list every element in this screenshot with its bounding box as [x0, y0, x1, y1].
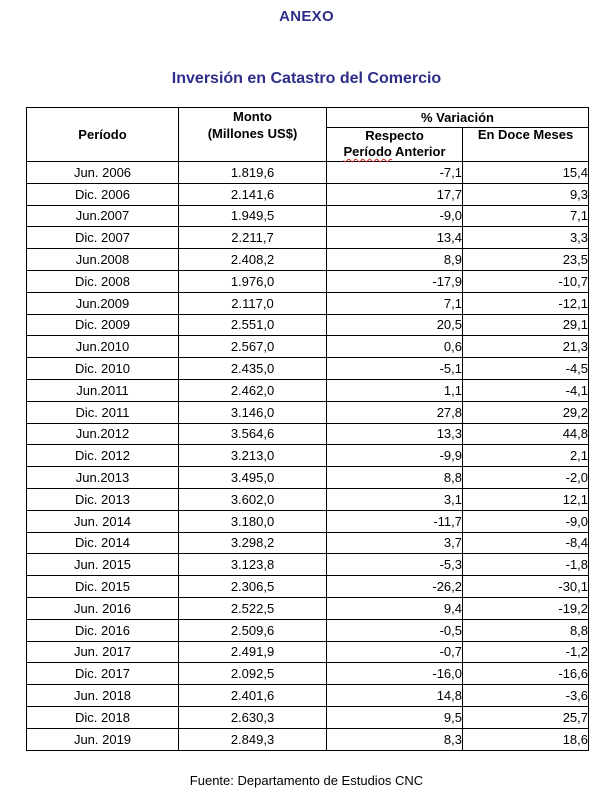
- amount-cell: 2.849,3: [179, 728, 327, 750]
- twelve-month-variation-cell: 9,3: [463, 183, 589, 205]
- amount-cell: 2.551,0: [179, 314, 327, 336]
- table-row: [27, 314, 589, 336]
- twelve-month-variation-cell: 29,2: [463, 401, 589, 423]
- period-cell: Dic. 2018: [27, 706, 179, 728]
- twelve-month-variation-cell: -1,2: [463, 641, 589, 663]
- twelve-month-variation-cell: 15,4: [463, 162, 589, 184]
- period-cell: Dic. 2014: [27, 532, 179, 554]
- period-cell: Jun.2009: [27, 292, 179, 314]
- table-row: [27, 597, 589, 619]
- table-row: [27, 728, 589, 750]
- prev-period-variation-cell: -26,2: [327, 576, 463, 598]
- table-row: [27, 183, 589, 205]
- period-cell: Dic. 2010: [27, 358, 179, 380]
- period-cell: Dic. 2017: [27, 663, 179, 685]
- twelve-month-variation-cell: 8,8: [463, 619, 589, 641]
- period-cell: Dic. 2013: [27, 488, 179, 510]
- table-row: [27, 227, 589, 249]
- twelve-month-variation-cell: -1,8: [463, 554, 589, 576]
- table-row: [27, 423, 589, 445]
- period-cell: Jun.2012: [27, 423, 179, 445]
- period-cell: Jun. 2018: [27, 685, 179, 707]
- period-cell: Dic. 2009: [27, 314, 179, 336]
- period-cell: Dic. 2015: [27, 576, 179, 598]
- table-row: [27, 401, 589, 423]
- prev-period-variation-cell: -11,7: [327, 510, 463, 532]
- prev-period-variation-cell: 14,8: [327, 685, 463, 707]
- amount-cell: 2.117,0: [179, 292, 327, 314]
- period-cell: Jun.2011: [27, 379, 179, 401]
- annex-label: ANEXO: [279, 8, 334, 25]
- amount-cell: 2.408,2: [179, 249, 327, 271]
- period-cell: Dic. 2012: [27, 445, 179, 467]
- amount-cell: 2.401,6: [179, 685, 327, 707]
- header-prev-line2: [327, 144, 462, 160]
- table-title: Inversión en Catastro del Comercio: [171, 70, 442, 87]
- twelve-month-variation-cell: 21,3: [463, 336, 589, 358]
- prev-period-variation-cell: 3,1: [327, 488, 463, 510]
- amount-cell: 2.462,0: [179, 379, 327, 401]
- period-cell: Dic. 2016: [27, 619, 179, 641]
- header-twelve-months: En Doce Meses: [463, 128, 589, 162]
- twelve-month-variation-cell: -8,4: [463, 532, 589, 554]
- period-cell: Jun. 2016: [27, 597, 179, 619]
- prev-period-variation-cell: 13,4: [327, 227, 463, 249]
- header-amount-line2: (Millones US$): [207, 126, 298, 141]
- amount-cell: 2.567,0: [179, 336, 327, 358]
- table-row: [27, 205, 589, 227]
- prev-period-variation-cell: 1,1: [327, 379, 463, 401]
- amount-cell: 3.213,0: [179, 445, 327, 467]
- prev-period-variation-cell: 8,3: [327, 728, 463, 750]
- prev-period-variation-cell: -16,0: [327, 663, 463, 685]
- prev-period-variation-cell: -17,9: [327, 270, 463, 292]
- header-prev-word-periodo: Período: [343, 144, 392, 159]
- period-cell: Jun. 2014: [27, 510, 179, 532]
- table-row: [27, 270, 589, 292]
- header-prev-word-anterior: Anterior: [394, 144, 446, 159]
- prev-period-variation-cell: -5,1: [327, 358, 463, 380]
- twelve-month-variation-cell: 25,7: [463, 706, 589, 728]
- period-cell: Jun.2008: [27, 249, 179, 271]
- amount-cell: 2.509,6: [179, 619, 327, 641]
- source-note: Fuente: Departamento de Estudios CNC: [189, 773, 424, 788]
- table-row: [27, 379, 589, 401]
- twelve-month-variation-cell: 18,6: [463, 728, 589, 750]
- amount-cell: 3.564,6: [179, 423, 327, 445]
- table-row: [27, 358, 589, 380]
- twelve-month-variation-cell: 7,1: [463, 205, 589, 227]
- prev-period-variation-cell: 9,4: [327, 597, 463, 619]
- amount-cell: 2.630,3: [179, 706, 327, 728]
- prev-period-variation-cell: 8,8: [327, 467, 463, 489]
- table-row: [27, 445, 589, 467]
- twelve-month-variation-cell: 3,3: [463, 227, 589, 249]
- amount-cell: 3.602,0: [179, 488, 327, 510]
- table-row: [27, 641, 589, 663]
- investment-table: [26, 107, 589, 751]
- amount-cell: 2.141,6: [179, 183, 327, 205]
- header-amount-line1: Monto: [233, 109, 272, 124]
- header-variation: % Variación: [327, 108, 589, 128]
- twelve-month-variation-cell: 44,8: [463, 423, 589, 445]
- header-prev-period: [327, 128, 463, 162]
- prev-period-variation-cell: 8,9: [327, 249, 463, 271]
- table-row: [27, 249, 589, 271]
- period-cell: Dic. 2006: [27, 183, 179, 205]
- header-prev-line1: Respecto: [365, 128, 424, 143]
- prev-period-variation-cell: -0,5: [327, 619, 463, 641]
- twelve-month-variation-cell: 2,1: [463, 445, 589, 467]
- table-body: [27, 162, 589, 751]
- amount-cell: 1.819,6: [179, 162, 327, 184]
- period-cell: Jun. 2006: [27, 162, 179, 184]
- period-cell: Jun.2013: [27, 467, 179, 489]
- table-row: [27, 336, 589, 358]
- prev-period-variation-cell: -5,3: [327, 554, 463, 576]
- amount-cell: 3.123,8: [179, 554, 327, 576]
- table-row: [27, 162, 589, 184]
- twelve-month-variation-cell: -3,6: [463, 685, 589, 707]
- twelve-month-variation-cell: -10,7: [463, 270, 589, 292]
- twelve-month-variation-cell: -12,1: [463, 292, 589, 314]
- amount-cell: 2.522,5: [179, 597, 327, 619]
- twelve-month-variation-cell: -4,5: [463, 358, 589, 380]
- amount-cell: 2.491,9: [179, 641, 327, 663]
- prev-period-variation-cell: 13,3: [327, 423, 463, 445]
- twelve-month-variation-cell: -2,0: [463, 467, 589, 489]
- amount-cell: 2.435,0: [179, 358, 327, 380]
- period-cell: Jun.2010: [27, 336, 179, 358]
- table-header: [27, 108, 589, 162]
- period-cell: Jun. 2015: [27, 554, 179, 576]
- amount-cell: 3.146,0: [179, 401, 327, 423]
- prev-period-variation-cell: -7,1: [327, 162, 463, 184]
- amount-cell: 1.976,0: [179, 270, 327, 292]
- prev-period-variation-cell: 7,1: [327, 292, 463, 314]
- amount-cell: 1.949,5: [179, 205, 327, 227]
- amount-cell: 2.211,7: [179, 227, 327, 249]
- prev-period-variation-cell: -9,9: [327, 445, 463, 467]
- table-row: [27, 619, 589, 641]
- twelve-month-variation-cell: 23,5: [463, 249, 589, 271]
- period-cell: Dic. 2011: [27, 401, 179, 423]
- amount-cell: 3.495,0: [179, 467, 327, 489]
- twelve-month-variation-cell: 29,1: [463, 314, 589, 336]
- prev-period-variation-cell: 27,8: [327, 401, 463, 423]
- twelve-month-variation-cell: -4,1: [463, 379, 589, 401]
- table-row: [27, 576, 589, 598]
- header-amount: [179, 108, 327, 162]
- prev-period-variation-cell: 0,6: [327, 336, 463, 358]
- table-row: [27, 663, 589, 685]
- table-row: [27, 554, 589, 576]
- twelve-month-variation-cell: -16,6: [463, 663, 589, 685]
- period-cell: Dic. 2008: [27, 270, 179, 292]
- table-row: [27, 510, 589, 532]
- twelve-month-variation-cell: -19,2: [463, 597, 589, 619]
- table-row: [27, 532, 589, 554]
- prev-period-variation-cell: 9,5: [327, 706, 463, 728]
- table-row: [27, 292, 589, 314]
- period-cell: Dic. 2007: [27, 227, 179, 249]
- amount-cell: 3.180,0: [179, 510, 327, 532]
- table-row: [27, 685, 589, 707]
- period-cell: Jun.2007: [27, 205, 179, 227]
- period-cell: Jun. 2019: [27, 728, 179, 750]
- amount-cell: 2.092,5: [179, 663, 327, 685]
- amount-cell: 3.298,2: [179, 532, 327, 554]
- header-period: Período: [27, 108, 179, 162]
- table-row: [27, 488, 589, 510]
- table-row: [27, 467, 589, 489]
- prev-period-variation-cell: -0,7: [327, 641, 463, 663]
- prev-period-variation-cell: 17,7: [327, 183, 463, 205]
- period-cell: Jun. 2017: [27, 641, 179, 663]
- twelve-month-variation-cell: -9,0: [463, 510, 589, 532]
- prev-period-variation-cell: -9,0: [327, 205, 463, 227]
- twelve-month-variation-cell: -30,1: [463, 576, 589, 598]
- table-row: [27, 706, 589, 728]
- amount-cell: 2.306,5: [179, 576, 327, 598]
- twelve-month-variation-cell: 12,1: [463, 488, 589, 510]
- prev-period-variation-cell: 20,5: [327, 314, 463, 336]
- prev-period-variation-cell: 3,7: [327, 532, 463, 554]
